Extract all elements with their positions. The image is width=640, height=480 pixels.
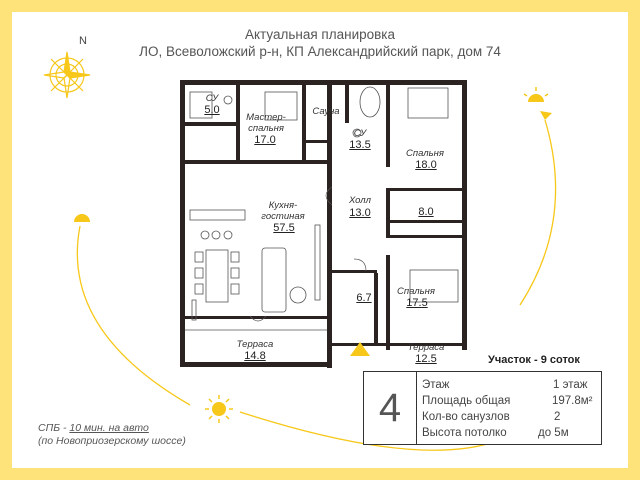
room-label-bed2: Спальня [397, 286, 435, 297]
commute-prefix: СПБ - [38, 422, 70, 434]
header-address: ЛО, Всеволожский р-н, КП Александрийский парк, дом 74 [139, 44, 501, 59]
room-area-terrace1: 14.8 [244, 350, 266, 362]
info-row [422, 395, 593, 407]
floor-number: 4 [364, 372, 417, 444]
info-value: 2 [554, 411, 561, 423]
room-label-master: Мастер- спальня [246, 112, 286, 134]
info-label: Площадь общая [422, 395, 511, 407]
plot-size: Участок - 9 соток [488, 354, 580, 366]
room-area-closet: 8.0 [418, 206, 434, 218]
info-label: Высота потолко [422, 427, 507, 439]
room-area-su1: 5.0 [204, 104, 220, 116]
room-area-bed1: 18.0 [415, 159, 437, 171]
room-label-su1: СУ [205, 93, 219, 104]
commute-info [38, 422, 186, 448]
room-label-hall: Холл [349, 195, 371, 206]
room-label-sauna: Сауна [312, 106, 340, 117]
room-area-master: 17.0 [254, 134, 276, 146]
info-label: Этаж [422, 379, 450, 391]
room-label-su2: СУ [353, 128, 367, 139]
info-row [422, 427, 569, 439]
room-label-terrace2: Терраса [407, 342, 445, 353]
info-panel [363, 371, 602, 445]
room-area-bed2: 17.5 [406, 297, 428, 309]
room-area-kitchen: 57.5 [273, 222, 295, 234]
room-label-bed1: Спальня [406, 148, 444, 159]
info-row [422, 379, 588, 391]
room-area-hall: 13.0 [349, 207, 371, 219]
commute-time: 10 мин. на авто [69, 422, 149, 434]
info-value: 1 этаж [553, 379, 588, 391]
info-value: 197.8м² [552, 395, 593, 407]
room-area-store: 6.7 [356, 292, 372, 304]
north-label: N [79, 35, 87, 47]
commute-route: (по Новоприозерскому шоссе) [38, 435, 186, 447]
info-label: Кол-во санузлов [422, 411, 510, 423]
info-value: до 5м [538, 427, 569, 439]
room-area-terrace2: 12.5 [415, 353, 437, 365]
header-title: Актуальная планировка [244, 27, 396, 42]
room-label-terrace1: Терраса [236, 339, 274, 350]
room-label-kitchen: Кухня- гостиная [261, 200, 305, 222]
room-area-su2: 13.5 [349, 139, 371, 151]
info-row [422, 411, 561, 423]
